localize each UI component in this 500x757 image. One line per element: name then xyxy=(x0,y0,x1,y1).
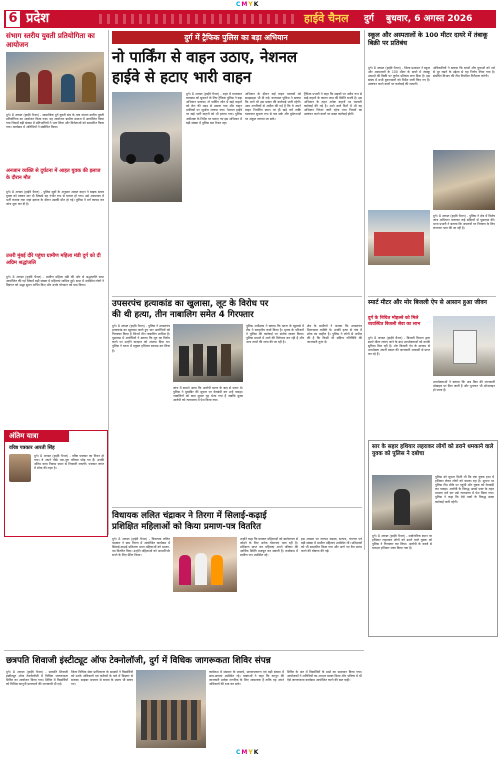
left-story3-body: दुर्ग। 8 अगस्त (हाईवे चैनल) - ग्रामीण महिला मंडी की ओर से श्रद्धांजलि सभा आयोजित की गई जिसमें बड़ी संख्या में महिलाएं शामिल हुईं। सभा में उपस्थित लोगों ने दिवंगत को श्रद्धा सुमन अर्पित किए और उनके योगदान को याद किया। xyxy=(6,275,104,288)
masthead-pattern xyxy=(99,14,299,24)
obituary-label: अंतिम यात्रा xyxy=(5,431,69,442)
right-top-photo xyxy=(368,210,430,265)
meter-headline: स्मार्ट मीटर और मोर बिजली ऐप से आसान हुआ जीवन xyxy=(368,299,488,306)
weapon-headline: सार के सहार हथियार लहराकर लोगों को डराने धमकाने वाले युवक को पुलिस ने दबोचा xyxy=(372,444,494,457)
divider-h1 xyxy=(112,296,362,297)
banner-body-col2: अभियान के दौरान कई वाहन चालकों को समझाइश भी दी गई। यातायात पुलिस ने बताया कि आगे भी इस प्रकार की कार्रवाई जारी रहेगी। आम नागरिकों से अपील की गई है कि वे अपने वाहन निर्धारित स्थान पर ही खड़े करें ताकि यातायात सुचारु रूप से चल सके और दुर्घटनाओं पर अंकुश लगाया जा सके। xyxy=(245,92,301,121)
banner-kicker: दुर्ग में ट्रैफिक पुलिस का बड़ा अभियान xyxy=(112,31,360,44)
meter-body2: उपभोक्ताओं ने बताया कि अब बिल की जानकारी मोबाइल पर मिल जाती है और भुगतान भी ऑनलाइन हो जाता है। xyxy=(433,380,495,393)
banner-headline-line1: नो पार्किंग से वाहन उठाए, नेशनल xyxy=(112,48,298,66)
murder-photo xyxy=(173,324,243,382)
divider-left xyxy=(108,30,109,535)
page-number: 6 xyxy=(6,11,20,27)
weapon-body2: पुलिस को सूचना मिली थी कि एक युवक हाथ में हथियार लेकर लोगों को धमका रहा है। सूचना पर पुलिस टीम मौके पर पहुंची और युवक को घेराबंदी कर पकड़ा। आरोपी के विरुद्ध आर्म्स एक्ट के तहत मामला दर्ज कर उसे न्यायालय में पेश किया गया। पुलिस ने कहा कि ऐसे तत्वों के विरुद्ध सख्त कार्रवाई जारी रहेगी। xyxy=(435,475,494,504)
murder-headline-line2: की थी हत्या, तीन नाबालिग समेत 4 गिरफ्तार xyxy=(112,310,254,320)
divider-right xyxy=(364,30,365,550)
left-story3-title: उत्तरी मुंबई दौरे पहुंचा ग्रामीण महिला मंडी दुर्ग को दी अग्रिम श्रद्धांजलि xyxy=(6,253,101,266)
banner-headline-line2: हाईवे से हटाए भारी वाहन xyxy=(112,68,252,86)
left-story2-body: दुर्ग। 8 अगस्त (हाईवे चैनल) - पुलिस सूत्रों के अनुसार अज्ञात वाहन ने बाइक सवार युवक को टक्कर मार दी जिससे वह गंभीर रूप से घायल हो गया। उसे अस्पताल में भर्ती कराया गया जहां इलाज के दौरान उसकी मौत हो गई। पुलिस ने मर्ग कायम कर जांच शुरू कर दी है। xyxy=(6,190,104,207)
murder-headline-line1: उपसरपंच हत्याकांड का खुलासा, लूट के विरोध पर xyxy=(112,299,269,309)
mla-body-col1: दुर्ग। 8 अगस्त (हाईवे चैनल) - विधायक ललित चंद्राकर ने ग्राम तिरगा में आयोजित कार्यक्रम में सिलाई-कढ़ाई प्रशिक्षण प्राप्त महिलाओं को प्रमाण-पत्र वितरित किए। उन्होंने महिलाओं को आत्मनिर्भर बनने के लिए प्रेरित किया। xyxy=(112,537,170,558)
obituary-name: वरिष्ठ पत्रकार आरती सिंह xyxy=(9,445,55,451)
meter-subhead: दुर्ग के निचित मोहल्ले को मिले व्यवस्थित बिजली सेवा का लाभ xyxy=(368,316,421,327)
divider-h3 xyxy=(112,507,362,508)
banner-body-col1: दुर्ग। 8 अगस्त (हाईवे चैनल) - शहर में यातायात व्यवस्था को सुधारने के लिए ट्रैफिक पुलिस ने बड़ा अभियान चलाया। नो पार्किंग जोन में खड़े वाहनों को क्रेन की मदद से उठाया गया और वाहन मालिकों पर जुर्माना लगाया गया। नेशनल हाईवे पर खड़े भारी वाहनों को भी हटाया गया। पुलिस अधीक्षक के निर्देश पर चलाए गए इस अभियान में बड़ी संख्या में पुलिस बल तैनात रहा। xyxy=(186,92,242,125)
masthead xyxy=(4,10,496,28)
right-top-body1: दुर्ग। 8 अगस्त (हाईवे चैनल) - जिला प्रशासन ने स्कूल और अस्पतालों के 100 मीटर के दायरे में तंबाकू उत्पादों की बिक्री पर पूर्णतः प्रतिबंध लगा दिया है। इस संबंध में सभी दुकानदारों को निर्देश जारी किए गए हैं। उल्लंघन करने वालों पर कार्रवाई की जाएगी। xyxy=(368,66,430,87)
mla-headline-line1: विधायक ललित चंद्राकर ने तिरगा में सिलाई-कढ़ाई xyxy=(112,511,267,521)
issue-date: बुधवार, 6 अगस्त 2026 xyxy=(386,14,473,24)
mla-body-col2: उन्होंने कहा कि सरकार महिलाओं को स्वरोजगार से जोड़ने के लिए अनेक योजनाएं चला रही है। प्रशिक्षण प्राप्त कर महिलाएं अपने परिवार की आर्थिक स्थिति मजबूत कर सकती हैं। कार्यक्रम में ग्रामीण जन उपस्थित रहे। xyxy=(240,537,298,558)
registration-mark-top: CMYK xyxy=(236,1,260,8)
bottom-headline: छत्रपति शिवाजी इंस्टीट्यूट ऑफ टेक्नोलॉजी, दुर्ग में विधिक जागरूकता शिविर संपन्न xyxy=(6,656,271,666)
section-title: प्रदेश xyxy=(26,11,50,26)
left-story2-title: अनजान व्यक्ति से दुर्घटना में आहत युवक की इलाज के दौरान मौत xyxy=(6,168,101,181)
right-top-headline: स्कूल और अस्पतालों के 100 मीटर दायरे में तंबाकू बिक्री पर प्रतिबंध xyxy=(368,31,488,47)
divider-h2 xyxy=(368,296,496,297)
weapon-body1: दुर्ग। 8 अगस्त (हाईवे चैनल) - सार्वजनिक स्थान पर हथियार लहराकर लोगों को डराने वाले युवक को पुलिस ने गिरफ्तार कर लिया। आरोपी के कब्जे से धारदार हथियार जब्त किया गया है। xyxy=(372,534,432,551)
murder-body-col2: जांच में सामने आया कि आरोपी घटना के बाद से फरार थे। पुलिस ने मुखबिर की सूचना पर घेराबंदी कर उन्हें पकड़ा। नाबालिगों को बाल सुधार गृह भेजा गया है जबकि मुख्य आरोपी को न्यायालय में पेश किया गया। xyxy=(173,386,243,403)
left-story1-body: दुर्ग। 8 अगस्त (हाईवे चैनल) - सामाजिक दुर्ग युवती संघ के तत्व संभाग स्तरीय युवती प्रतियोगिता का आयोजन किया गया। यह आयोजन ग्रामीण समाज में आयोजित किया गया जिसमें बड़ी संख्या में प्रतिभागियों ने भाग लिया और विजेताओं को सम्मानित किया गया। कार्यक्रम में अतिथियों ने संबोधित किया। xyxy=(6,113,104,130)
right-top-body3: दुर्ग। 8 अगस्त (हाईवे चैनल) - पुलिस ने क्षेत्र में विशेष जांच अभियान चलाकर कई संदिग्धों से पूछताछ की। थाना प्रभारी ने बताया कि अपराधों पर नियंत्रण के लिए लगातार गश्त की जा रही है। xyxy=(433,214,495,231)
murder-body-col1: दुर्ग। 8 अगस्त (हाईवे चैनल) - पुलिस ने उपसरपंच हत्याकांड का खुलासा करते हुए चार आरोपियों को गिरफ्तार किया है जिनमें तीन नाबालिग शामिल हैं। पूछताछ में आरोपियों ने बताया कि लूट का विरोध करने पर उन्होंने वारदात को अंजाम दिया था। पुलिस ने घटना में प्रयुक्त हथियार बरामद कर लिया है। xyxy=(112,324,170,353)
murder-body-col4: क्षेत्र के ग्रामीणों ने बताया कि उपसरपंच मिलनसार व्यक्ति थे। उनकी हत्या से गांव में शोक का माहौल है। पुलिस ने लोगों से अपील की है कि किसी भी संदिग्ध गतिविधि की जानकारी तुरंत दें। xyxy=(307,324,362,345)
meter-body1: दुर्ग। 8 अगस्त (हाईवे चैनल) - बिजली विभाग द्वारा स्मार्ट मीटर लगाए जाने के बाद उपभोक्ताओं को काफी सुविधा मिल रही है। मोर बिजली ऐप के माध्यम से उपभोक्ता अपनी खपत की जानकारी आसानी से प्राप्त कर रहे हैं। xyxy=(368,336,430,357)
meter-photo xyxy=(433,316,495,376)
banner-photo xyxy=(112,92,182,202)
obituary-photo xyxy=(9,454,31,482)
weapon-story-box xyxy=(368,440,498,637)
mla-photo xyxy=(173,537,237,592)
right-side-photo xyxy=(433,150,495,210)
registration-mark-bottom: CMYK xyxy=(236,749,260,756)
bottom-photo xyxy=(136,670,206,748)
weapon-photo xyxy=(372,475,432,530)
banner-body-col3: ट्रैफिक प्रभारी ने कहा कि सड़कों पर अवैध रूप से खड़े वाहनों के कारण जाम की स्थिति बनती है। इस अभियान के तहत अनेक वाहनों पर चालानी कार्रवाई की गई है। आने वाले दिनों में भी यह अभियान निरंतर जारी रहेगा तथा नियमों का उल्लंघन करने वालों पर सख्त कार्रवाई होगी। xyxy=(304,92,362,117)
left-story1-photo xyxy=(6,52,104,110)
bottom-body-col4: शिविर के अंत में विद्यार्थियों के प्रश्नों का समाधान किया गया। आयोजकों ने अतिथियों का आभार व्यक्त किया और भविष्य में भी ऐसे जागरूकता कार्यक्रम आयोजित करने की बात कही। xyxy=(287,670,362,683)
left-story1-title: संभाग स्तरीय युवती प्रतियोगिता का आयोजन xyxy=(6,32,95,49)
right-top-body2: अधिकारियों ने बताया कि बच्चों और युवाओं को नशे से दूर रखने के उद्देश्य से यह निर्णय लिया गया है। संबंधित विभाग की टीम नियमित निरीक्षण करेगी। xyxy=(433,66,495,79)
bottom-body-col1: दुर्ग। 8 अगस्त (हाईवे चैनल) - छत्रपति शिवाजी इंस्टीट्यूट ऑफ टेक्नोलॉजी में विधिक जागरूकता शिविर का आयोजन किया गया। शिविर में विद्यार्थियों को विभिन्न कानूनी प्रावधानों की जानकारी दी गई। xyxy=(6,670,68,687)
paper-name: हाईवे चैनल xyxy=(304,12,349,25)
obituary-body: दुर्ग। 8 अगस्त (हाईवे चैनल) - वरिष्ठ पत्रकार का निधन हो गया। वे अपने पीछे भरा-पूरा परिवार छोड़ गए हैं। उनकी अंतिम यात्रा निवास स्थान से निकाली जाएगी। पत्रकार जगत में शोक की लहर है। xyxy=(34,454,104,471)
mla-body-col3: इस अवसर पर जनपद सदस्य, सरपंच, पंचगण एवं बड़ी संख्या में ग्रामीण महिलाएं उपस्थित थीं। प्रशिक्षकों को भी सम्मानित किया गया और आगे नए बैच प्रारंभ करने की घोषणा की गई। xyxy=(301,537,362,554)
bottom-body-col2: जिला विधिक सेवा प्राधिकरण के सदस्यों ने विद्यार्थियों को उनके अधिकारों एवं कर्तव्यों के बारे में विस्तार से बताया। साइबर अपराध से बचाव के उपाय भी बताए गए। xyxy=(71,670,133,687)
edition-city: दुर्ग xyxy=(364,14,374,24)
obituary-box xyxy=(4,430,108,537)
murder-body-col3: पुलिस अधीक्षक ने बताया कि घटना के खुलासे में टीम ने सराहनीय कार्य किया है। मृतक के परिजनों ने पुलिस की कार्रवाई पर संतोष व्यक्त किया। पुलिस मामले में आगे की विवेचना कर रही है और अन्य तथ्यों की जांच की जा रही है। xyxy=(246,324,304,345)
mla-headline-line2: प्रशिक्षित महिलाओं को किया प्रमाण-पत्र वितरित xyxy=(112,522,262,532)
bottom-body-col3: कार्यक्रम में संस्थान के प्राचार्य, प्राध्यापकगण एवं बड़ी संख्या में छात्र-छात्राएं उपस्थित रहे। वक्ताओं ने कहा कि कानून की जानकारी प्रत्येक नागरिक के लिए आवश्यक है ताकि वह अपने अधिकारों की रक्षा कर सके। xyxy=(209,670,284,687)
divider-h4 xyxy=(4,650,364,651)
